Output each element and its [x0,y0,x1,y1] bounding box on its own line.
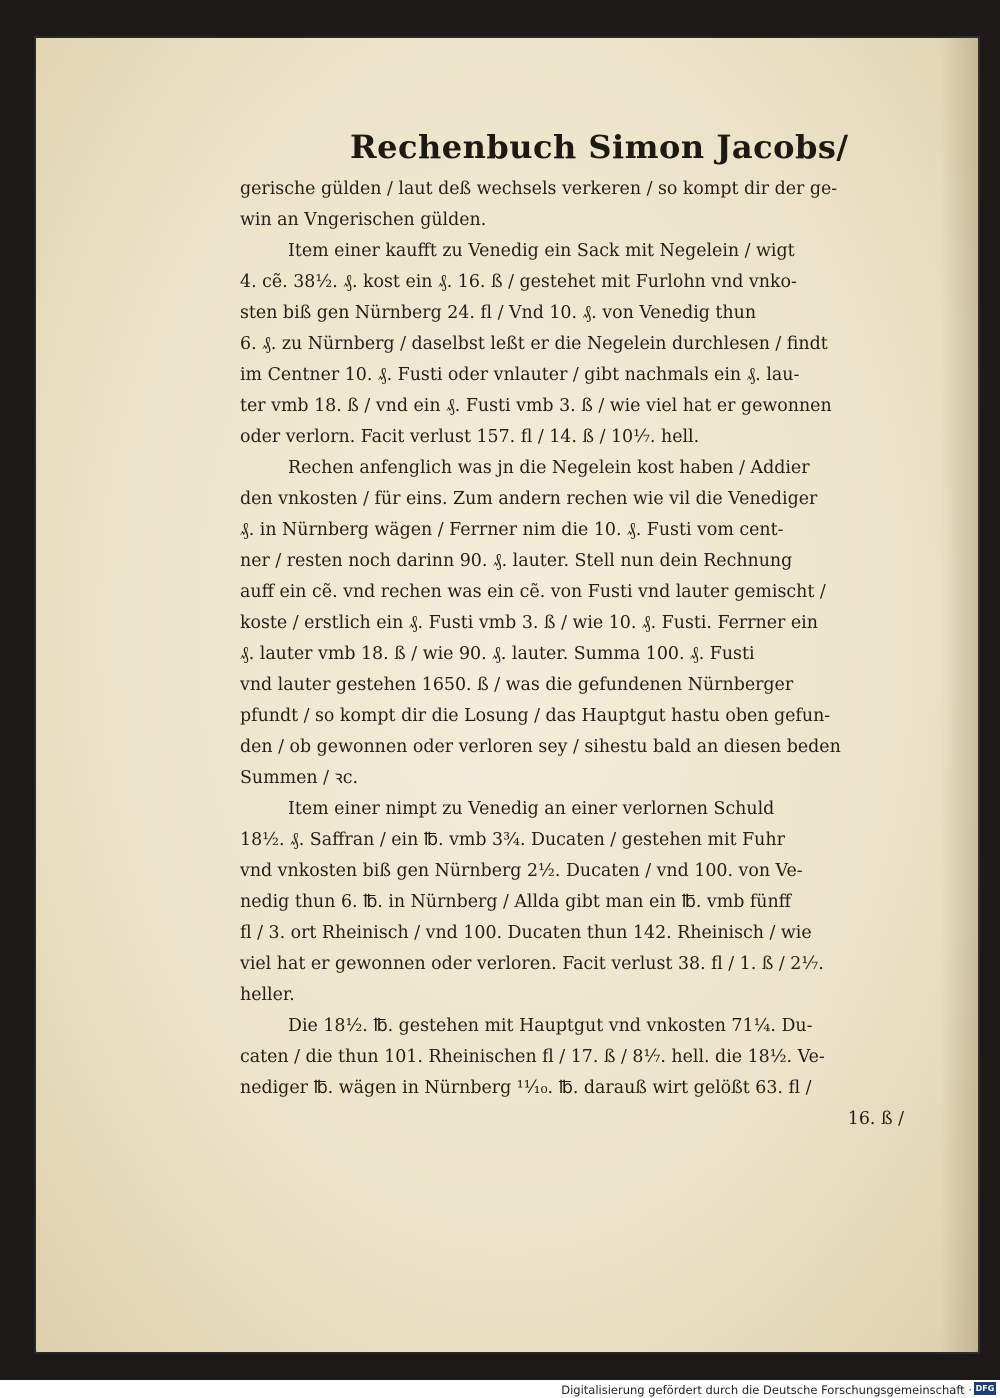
dfg-logo: DFG [975,1384,995,1393]
text-line: sten biß gen Nürnberg 24. fl / Vnd 10. ₰. von Venedig thun [240,303,757,323]
text-line: ter vmb 18. ß / vnd ein ₰. Fusti vmb 3. ß / wie viel hat er gewonnen [240,396,832,416]
text-line: im Centner 10. ₰. Fusti oder vnlauter / gibt nachmals ein ₰. lau- [240,365,800,385]
text-line: den / ob gewonnen oder verloren sey / sihestu bald an diesen beden [240,737,841,757]
text-line: auff ein cẽ. vnd rechen was ein cẽ. von Fusti vnd lauter gemischt / [240,582,826,602]
text-line: nedig thun 6. ℔. in Nürnberg / Allda gibt man ein ℔. vmb fünff [240,892,792,912]
text-line: den vnkosten / für eins. Zum andern rechen wie vil die Venediger [240,489,818,509]
text-line: viel hat er gewonnen oder verloren. Facit verlust 38. fl / 1. ß / 2⅐. [240,954,824,974]
text-line: 6. ₰. zu Nürnberg / daselbst leßt er die Negelein durchlesen / findt [240,334,828,354]
text-line: ₰. lauter vmb 18. ß / wie 90. ₰. lauter. Summa 100. ₰. Fusti [240,644,755,664]
text-line: oder verlorn. Facit verlust 157. fl / 14. ß / 10⅐. hell. [240,427,700,447]
text-line: Item einer kaufft zu Venedig ein Sack mit Negelein / wigt [288,241,795,261]
text-line: win an Vngerischen gülden. [240,210,487,230]
text-line: vnd lauter gestehen 1650. ß / was die gefundenen Nürnberger [240,675,794,695]
body-text [240,174,910,1135]
text-line: heller. [240,985,295,1005]
text-line: nediger ℔. wägen in Nürnberg ¹¹⁄₁₀. ℔. darauß wirt gelößt 63. fl / [240,1078,812,1098]
text-line: gerische gülden / laut deß wechsels verkeren / so kompt dir der ge- [240,179,838,199]
text-line: Item einer nimpt zu Venedig an einer verlornen Schuld [288,799,775,819]
text-line: ₰. in Nürnberg wägen / Ferrner nim die 10. ₰. Fusti vom cent- [240,520,784,540]
text-line: fl / 3. ort Rheinisch / vnd 100. Ducaten thun 142. Rheinisch / wie [240,923,812,943]
catchword: 16. ß / [847,1109,904,1129]
text-line: ner / resten noch darinn 90. ₰. lauter. Stell nun dein Rechnung [240,551,793,571]
text-line: 18½. ₰. Saffran / ein ℔. vmb 3¾. Ducaten / gestehen mit Fuhr [240,830,785,850]
text-line: Die 18½. ℔. gestehen mit Hauptgut vnd vnkosten 71¼. Du- [288,1016,813,1036]
running-header: Rechenbuch Simon Jacobs/ [350,128,849,166]
text-line: 4. cẽ. 38½. ₰. kost ein ₰. 16. ß / gestehet mit Furlohn vnd vnko- [240,272,797,292]
text-line: Rechen anfenglich was jn die Negelein kost haben / Addier [288,458,810,478]
text-line: koste / erstlich ein ₰. Fusti vmb 3. ß / wie 10. ₰. Fusti. Ferrner ein [240,613,818,633]
text-line: caten / die thun 101. Rheinischen fl / 17. ß / 8⅐. hell. die 18½. Ve- [240,1047,825,1067]
text-line: vnd vnkosten biß gen Nürnberg 2½. Ducaten / vnd 100. von Ve- [240,861,803,881]
text-line: Summen / ꝛc. [240,768,359,788]
text-line: pfundt / so kompt dir die Losung / das Hauptgut hastu oben gefun- [240,706,831,726]
funding-credit: Digitalisierung gefördert durch die Deutsche Forschungsgemeinschaft · [561,1383,972,1397]
